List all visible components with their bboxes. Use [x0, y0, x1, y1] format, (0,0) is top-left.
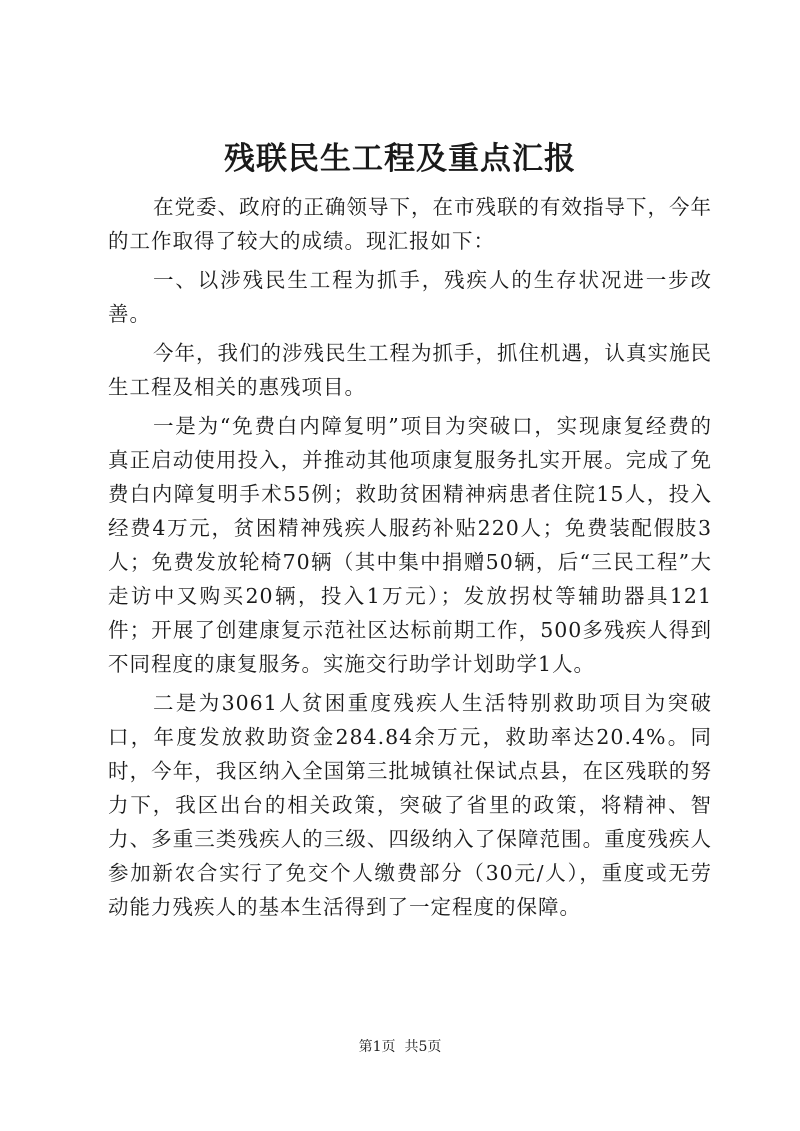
document-title: 残联民生工程及重点汇报 [224, 141, 576, 177]
page-number: 第1页 共5页 [358, 1039, 442, 1055]
paragraph-intro: 在党委、政府的正确领导下，在市残联的有效指导下，今年的工作取得了较大的成绩。现汇报如下： [108, 195, 712, 253]
page-footer [0, 1037, 800, 1057]
paragraph-overview: 今年，我们的涉残民生工程为抓手，抓住机遇，认真实施民生工程及相关的惠残项目。 [108, 341, 712, 399]
document-body [108, 190, 712, 929]
paragraph-item-1: 一是为“免费白内障复明”项目为突破口，实现康复经费的真正启动使用投入，并推动其他项康复服务扎实开展。完成了免费白内障复明手术55例；救助贫困精神病患者住院15人，投入经费4万元，贫困精神残疾人服药补贴220人；免费装配假肢3人；免费发放轮椅70辆（其中集中捐赠50辆，后“三民工程”大走访中又购买20辆，投入1万元）；发放拐杖等辅助器具121件；开展了创建康复示范社区达标前期工作，500多残疾人得到不同程度的康复服务。实施交行助学计划助学1人。 [108, 414, 712, 676]
section-heading-1: 一、以涉残民生工程为抓手，残疾人的生存状况进一步改善。 [108, 268, 712, 326]
paragraph-item-2: 二是为3061人贫困重度残疾人生活特别救助项目为突破口，年度发放救助资金284.84余万元，救助率达20.4%。同时，今年，我区纳入全国第三批城镇社保试点县，在区残联的努力下，我区出台的相关政策，突破了省里的政策，将精神、智力、多重三类残疾人的三级、四级纳入了保障范围。重度残疾人参加新农合实行了免交个人缴费部分（30元/人），重度或无劳动能力残疾人的基本生活得到了一定程度的保障。 [108, 691, 712, 919]
